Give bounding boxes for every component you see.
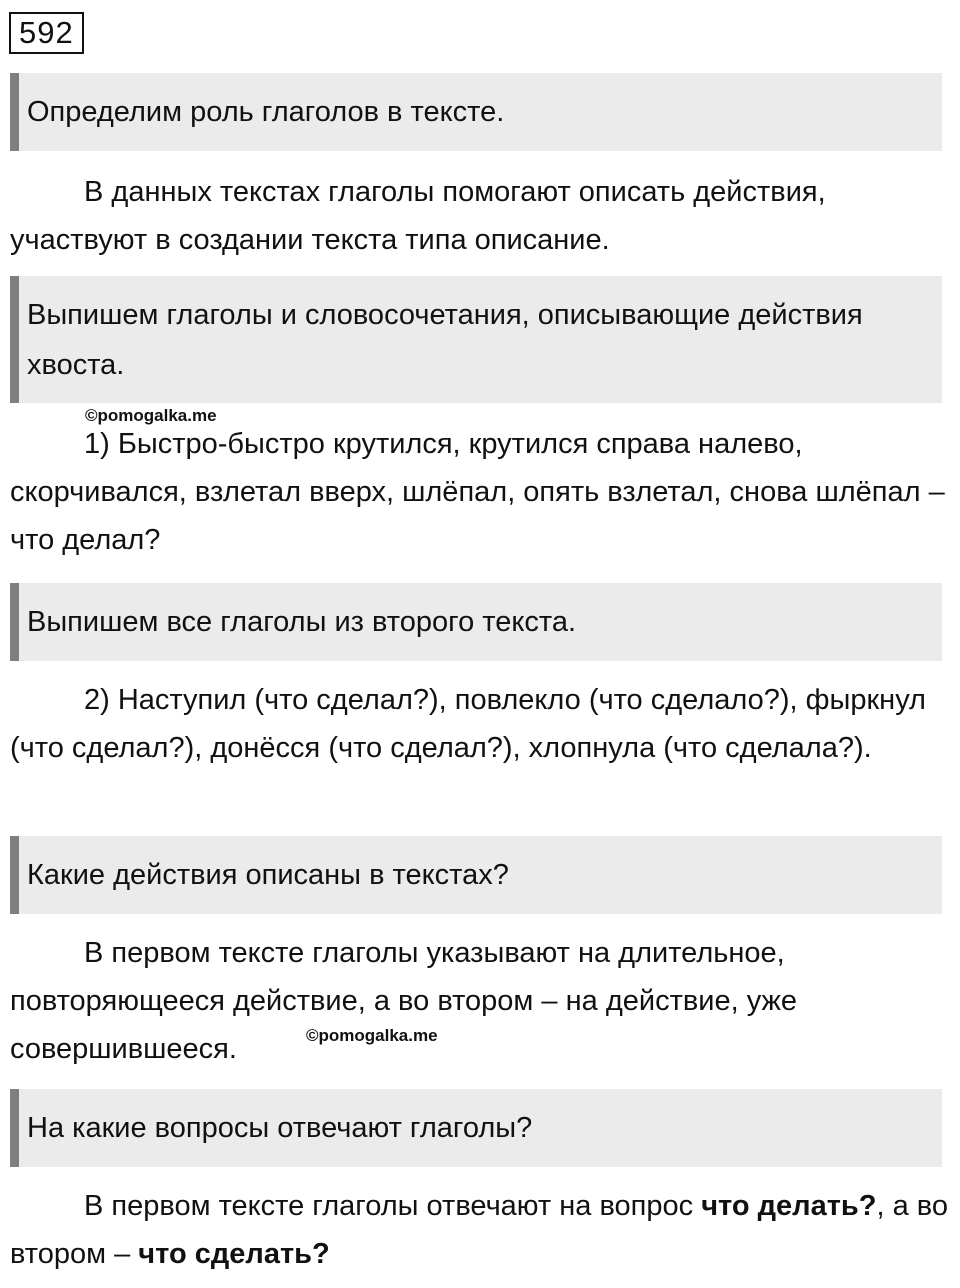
question-text-2: Выпишем глаголы и словосочетания, описывающие действия хвоста. (27, 298, 863, 381)
answer-5-bold-question-1: что делать? (701, 1190, 877, 1222)
answer-paragraph-4: В первом тексте глаголы указывают на длительное, повторяющееся действие, а во втором – на действие, уже совершившееся. (10, 937, 798, 1065)
question-text-5: На какие вопросы отвечают глаголы? (27, 1112, 533, 1144)
answer-5-text-part2: , а во втором – (10, 1190, 948, 1270)
question-box-1 (10, 73, 942, 151)
question-box-4 (10, 836, 942, 914)
answer-paragraph-5 (10, 1182, 952, 1278)
question-text-1: Определим роль глаголов в тексте. (27, 96, 505, 128)
question-box-5 (10, 1089, 942, 1167)
question-box-3 (10, 583, 942, 661)
question-text-3: Выпишем все глаголы из второго текста. (27, 606, 577, 638)
answer-paragraph-1: В данных текстах глаголы помогают описать действия, участвуют в создании текста типа описание. (10, 176, 826, 256)
watermark-top: ©pomogalka.me (85, 406, 217, 425)
answer-5-text-part1: В первом тексте глаголы отвечают на вопрос (84, 1190, 702, 1222)
answer-paragraph-2: 1) Быстро-быстро крутился, крутился справа налево, скорчивался, взлетал вверх, шлёпал, опять взлетал, снова шлёпал – что делал? (10, 428, 945, 556)
question-box-2 (10, 276, 942, 403)
answer-paragraph-3: 2) Наступил (что сделал?), повлекло (что сделало?), фыркнул (что сделал?), донёсся (что сделал?), хлопнула (что сделала?). (10, 684, 926, 764)
question-text-4: Какие действия описаны в текстах? (27, 859, 509, 891)
watermark-bottom: ©pomogalka.me (306, 1026, 438, 1045)
answer-5-bold-question-2: что сделать? (138, 1238, 330, 1270)
task-number: 592 (9, 12, 84, 54)
